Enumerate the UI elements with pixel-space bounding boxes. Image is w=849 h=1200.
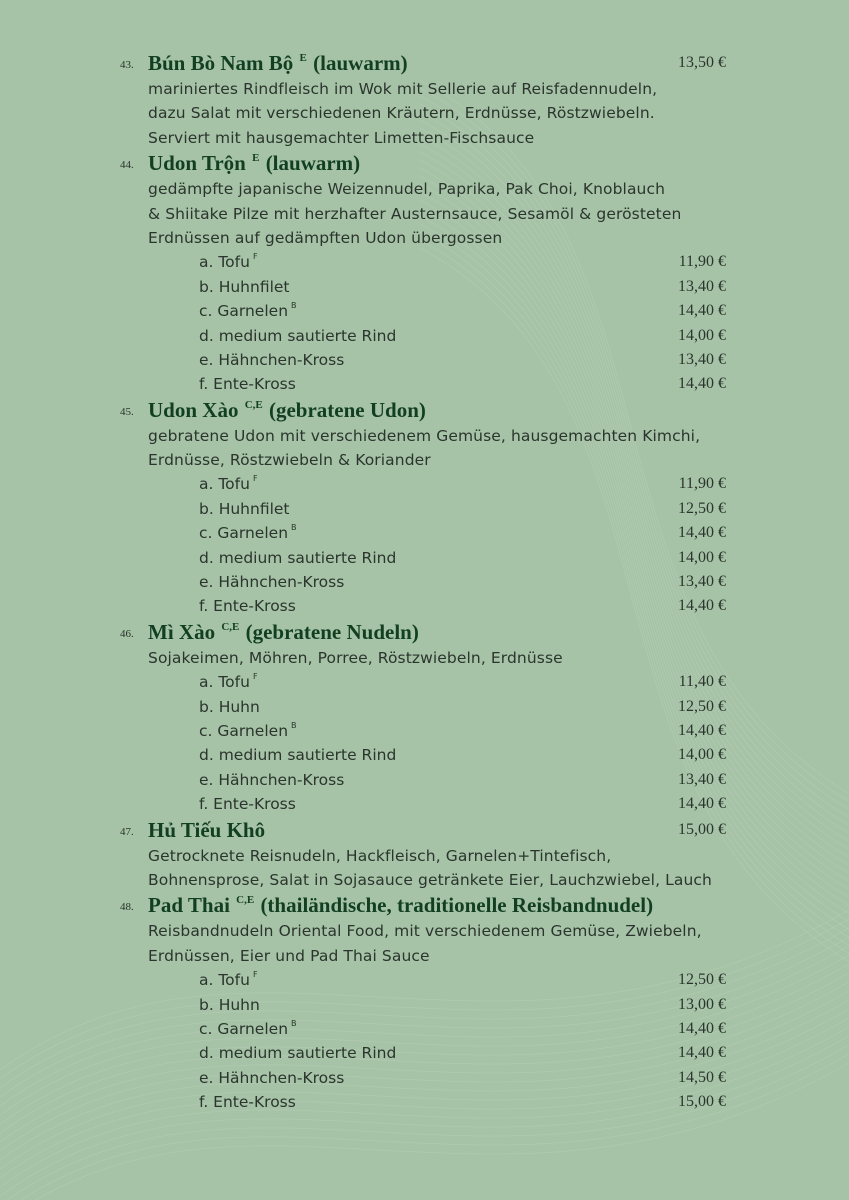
- option-row: [0, 743, 849, 767]
- item-number: 43.: [120, 59, 134, 71]
- item-number: 48.: [120, 901, 134, 914]
- option-row: [0, 324, 849, 348]
- option-label: d. medium sautierte Rind: [199, 746, 397, 765]
- item-options: [0, 250, 849, 396]
- item-description: [0, 844, 849, 893]
- option-row: [0, 768, 849, 792]
- option-label-wrap: [199, 670, 258, 694]
- item-subtitle: (gebratene Udon): [268, 397, 426, 422]
- option-allergen: F: [252, 672, 258, 682]
- option-price: 14,00 €: [678, 746, 726, 764]
- item-options: [0, 670, 849, 816]
- item-options: [0, 472, 849, 618]
- description-line: Serviert mit hausgemachter Limetten-Fischsauce: [148, 128, 535, 147]
- option-allergen: B: [291, 1018, 297, 1028]
- option-label: d. medium sautierte Rind: [199, 326, 397, 345]
- option-label: f. Ente-Kross: [199, 375, 296, 394]
- item-description: [0, 646, 849, 670]
- item-price: 13,50 €: [678, 54, 726, 71]
- menu-item-header: [0, 619, 849, 646]
- option-label: e. Hähnchen-Kross: [199, 770, 345, 789]
- menu-item-header: [0, 397, 849, 424]
- option-label: c. Garnelen: [199, 524, 289, 543]
- item-title: [148, 892, 653, 918]
- option-label: c. Garnelen: [199, 721, 289, 740]
- option-row: [0, 570, 849, 594]
- option-label-wrap: [199, 497, 290, 521]
- menu-item-header: [0, 817, 849, 844]
- description-line: gedämpfte japanische Weizennudel, Paprika, Pak Choi, Knoblauch: [148, 180, 666, 199]
- option-allergen: F: [252, 474, 258, 484]
- option-label-wrap: [199, 968, 258, 992]
- option-price: 14,00 €: [678, 326, 726, 344]
- option-row: [0, 1066, 849, 1090]
- option-price: 13,00 €: [678, 995, 726, 1013]
- option-label: e. Hähnchen-Kross: [199, 573, 345, 592]
- menu-item: [0, 150, 849, 397]
- option-label: d. medium sautierte Rind: [199, 1044, 397, 1063]
- option-price: 12,50 €: [678, 499, 726, 517]
- item-allergens: C,E: [236, 894, 255, 907]
- option-label-wrap: [199, 792, 296, 816]
- description-line: gebratene Udon mit verschiedenem Gemüse, hausgemachten Kimchi,: [148, 426, 701, 445]
- option-row: [0, 719, 849, 743]
- description-line: Erdnüsse, Röstzwiebeln & Koriander: [148, 451, 431, 470]
- menu-item-header: [0, 50, 849, 77]
- item-description: [0, 919, 849, 968]
- option-row: [0, 372, 849, 396]
- option-label-wrap: [199, 546, 396, 570]
- option-row: [0, 299, 849, 323]
- option-label: a. Tofu: [199, 253, 250, 272]
- option-price: 13,40 €: [678, 770, 726, 788]
- option-row: [0, 521, 849, 545]
- option-row: [0, 472, 849, 496]
- description-line: Bohnensprose, Salat in Sojasauce getränkete Eier, Lauchzwiebel, Lauch: [148, 870, 712, 889]
- option-price: 14,50 €: [678, 1068, 726, 1086]
- option-price: 12,50 €: [678, 971, 726, 989]
- option-price: 13,40 €: [678, 573, 726, 591]
- option-row: [0, 546, 849, 570]
- option-label: f. Ente-Kross: [199, 597, 296, 616]
- option-label-wrap: [199, 372, 296, 396]
- item-title: [148, 50, 408, 76]
- option-label: a. Tofu: [199, 971, 250, 990]
- item-allergens: C,E: [244, 398, 263, 411]
- menu-item: [0, 397, 849, 619]
- option-row: [0, 348, 849, 372]
- option-price: 14,40 €: [678, 795, 726, 813]
- item-description: [0, 177, 849, 250]
- menu-page: [0, 50, 849, 1114]
- option-price: 13,40 €: [678, 277, 726, 295]
- option-label-wrap: [199, 719, 297, 743]
- option-label-wrap: [199, 299, 297, 323]
- option-label-wrap: [199, 275, 290, 299]
- item-subtitle: (gebratene Nudeln): [245, 619, 419, 644]
- option-price: 11,40 €: [678, 673, 726, 691]
- description-line: Erdnüssen, Eier und Pad Thai Sauce: [148, 946, 430, 965]
- item-number: 44.: [120, 159, 134, 172]
- description-line: Getrocknete Reisnudeln, Hackfleisch, Garnelen+Tintefisch,: [148, 846, 612, 865]
- option-label: b. Huhnfilet: [199, 499, 290, 518]
- item-title: [148, 817, 265, 843]
- option-price: 14,40 €: [678, 524, 726, 542]
- description-line: mariniertes Rindfleisch im Wok mit Sellerie auf Reisfadennudeln,: [148, 80, 658, 98]
- item-title: [148, 397, 426, 423]
- item-name: Udon Xào: [148, 397, 239, 422]
- item-name: Pad Thai: [148, 893, 230, 918]
- menu-item-header: [0, 150, 849, 177]
- option-label: e. Hähnchen-Kross: [199, 350, 345, 369]
- option-price: 11,90 €: [678, 253, 726, 271]
- option-price: 12,50 €: [678, 697, 726, 715]
- option-row: [0, 594, 849, 618]
- option-row: [0, 497, 849, 521]
- option-label: f. Ente-Kross: [199, 1093, 296, 1112]
- item-subtitle: (lauwarm): [313, 51, 408, 75]
- option-label: e. Hähnchen-Kross: [199, 1068, 345, 1087]
- item-description: [0, 424, 849, 473]
- menu-item: [0, 50, 849, 150]
- option-price: 14,40 €: [678, 1044, 726, 1062]
- menu-item-header: [0, 892, 849, 919]
- option-label-wrap: [199, 1066, 344, 1090]
- option-allergen: B: [291, 720, 297, 730]
- option-label-wrap: [199, 348, 344, 372]
- option-label-wrap: [199, 1041, 396, 1065]
- menu-item: [0, 892, 849, 1114]
- option-price: 14,00 €: [678, 548, 726, 566]
- option-allergen: B: [291, 523, 297, 533]
- option-label-wrap: [199, 768, 344, 792]
- item-options: [0, 968, 849, 1114]
- option-price: 14,40 €: [678, 1019, 726, 1037]
- menu-item: [0, 817, 849, 893]
- option-label-wrap: [199, 570, 344, 594]
- item-name: Udon Trộn: [148, 151, 246, 176]
- option-row: [0, 250, 849, 274]
- option-label: b. Huhnfilet: [199, 277, 290, 296]
- option-allergen: F: [252, 252, 258, 262]
- item-subtitle: (thailändische, traditionelle Reisbandnudel): [260, 893, 654, 918]
- option-label: a. Tofu: [199, 475, 250, 494]
- option-allergen: B: [291, 301, 297, 311]
- option-label-wrap: [199, 695, 260, 719]
- option-label-wrap: [199, 993, 260, 1017]
- menu-item: [0, 619, 849, 817]
- option-row: [0, 670, 849, 694]
- option-price: 11,90 €: [678, 475, 726, 493]
- item-title: [148, 150, 360, 176]
- option-row: [0, 968, 849, 992]
- description-line: Sojakeimen, Möhren, Porree, Röstzwiebeln, Erdnüsse: [148, 648, 563, 667]
- item-price: 15,00 €: [678, 820, 726, 838]
- option-price: 14,40 €: [678, 375, 726, 393]
- option-row: [0, 275, 849, 299]
- option-label: b. Huhn: [199, 995, 260, 1014]
- option-label-wrap: [199, 250, 258, 274]
- option-row: [0, 1041, 849, 1065]
- description-line: Reisbandnudeln Oriental Food, mit verschiedenem Gemüse, Zwiebeln,: [148, 922, 702, 941]
- item-allergens: E: [299, 52, 307, 64]
- option-row: [0, 1017, 849, 1041]
- item-name: Bún Bò Nam Bộ: [148, 51, 294, 75]
- option-row: [0, 695, 849, 719]
- description-line: dazu Salat mit verschiedenen Kräutern, Erdnüsse, Röstzwiebeln.: [148, 104, 655, 123]
- option-label-wrap: [199, 472, 258, 496]
- option-row: [0, 792, 849, 816]
- item-subtitle: (lauwarm): [265, 151, 361, 176]
- item-description: [0, 77, 849, 150]
- option-row: [0, 993, 849, 1017]
- option-label: f. Ente-Kross: [199, 795, 296, 814]
- option-price: 14,40 €: [678, 597, 726, 615]
- description-line: & Shiitake Pilze mit herzhafter Austernsauce, Sesamöl & gerösteten: [148, 204, 682, 223]
- item-name: Mì Xào: [148, 619, 216, 644]
- option-label-wrap: [199, 1017, 297, 1041]
- option-label: d. medium sautierte Rind: [199, 548, 397, 567]
- item-number: 45.: [120, 405, 134, 418]
- option-price: 14,40 €: [678, 721, 726, 739]
- option-label-wrap: [199, 324, 396, 348]
- item-allergens: E: [252, 152, 260, 165]
- option-allergen: F: [252, 970, 258, 980]
- item-allergens: C,E: [221, 620, 240, 633]
- option-label-wrap: [199, 743, 396, 767]
- item-name: Hủ Tiếu Khô: [148, 817, 266, 842]
- option-row: [0, 1090, 849, 1114]
- option-label: a. Tofu: [199, 673, 250, 692]
- option-price: 15,00 €: [678, 1093, 726, 1111]
- option-label: c. Garnelen: [199, 302, 289, 321]
- item-number: 47.: [120, 825, 134, 838]
- option-label-wrap: [199, 594, 296, 618]
- description-line: Erdnüssen auf gedämpften Udon übergossen: [148, 228, 503, 247]
- item-number: 46.: [120, 627, 134, 640]
- option-label-wrap: [199, 521, 297, 545]
- option-label: b. Huhn: [199, 697, 260, 716]
- option-label: c. Garnelen: [199, 1019, 289, 1038]
- item-title: [148, 619, 419, 645]
- option-label-wrap: [199, 1090, 296, 1114]
- option-price: 14,40 €: [678, 302, 726, 320]
- option-price: 13,40 €: [678, 350, 726, 368]
